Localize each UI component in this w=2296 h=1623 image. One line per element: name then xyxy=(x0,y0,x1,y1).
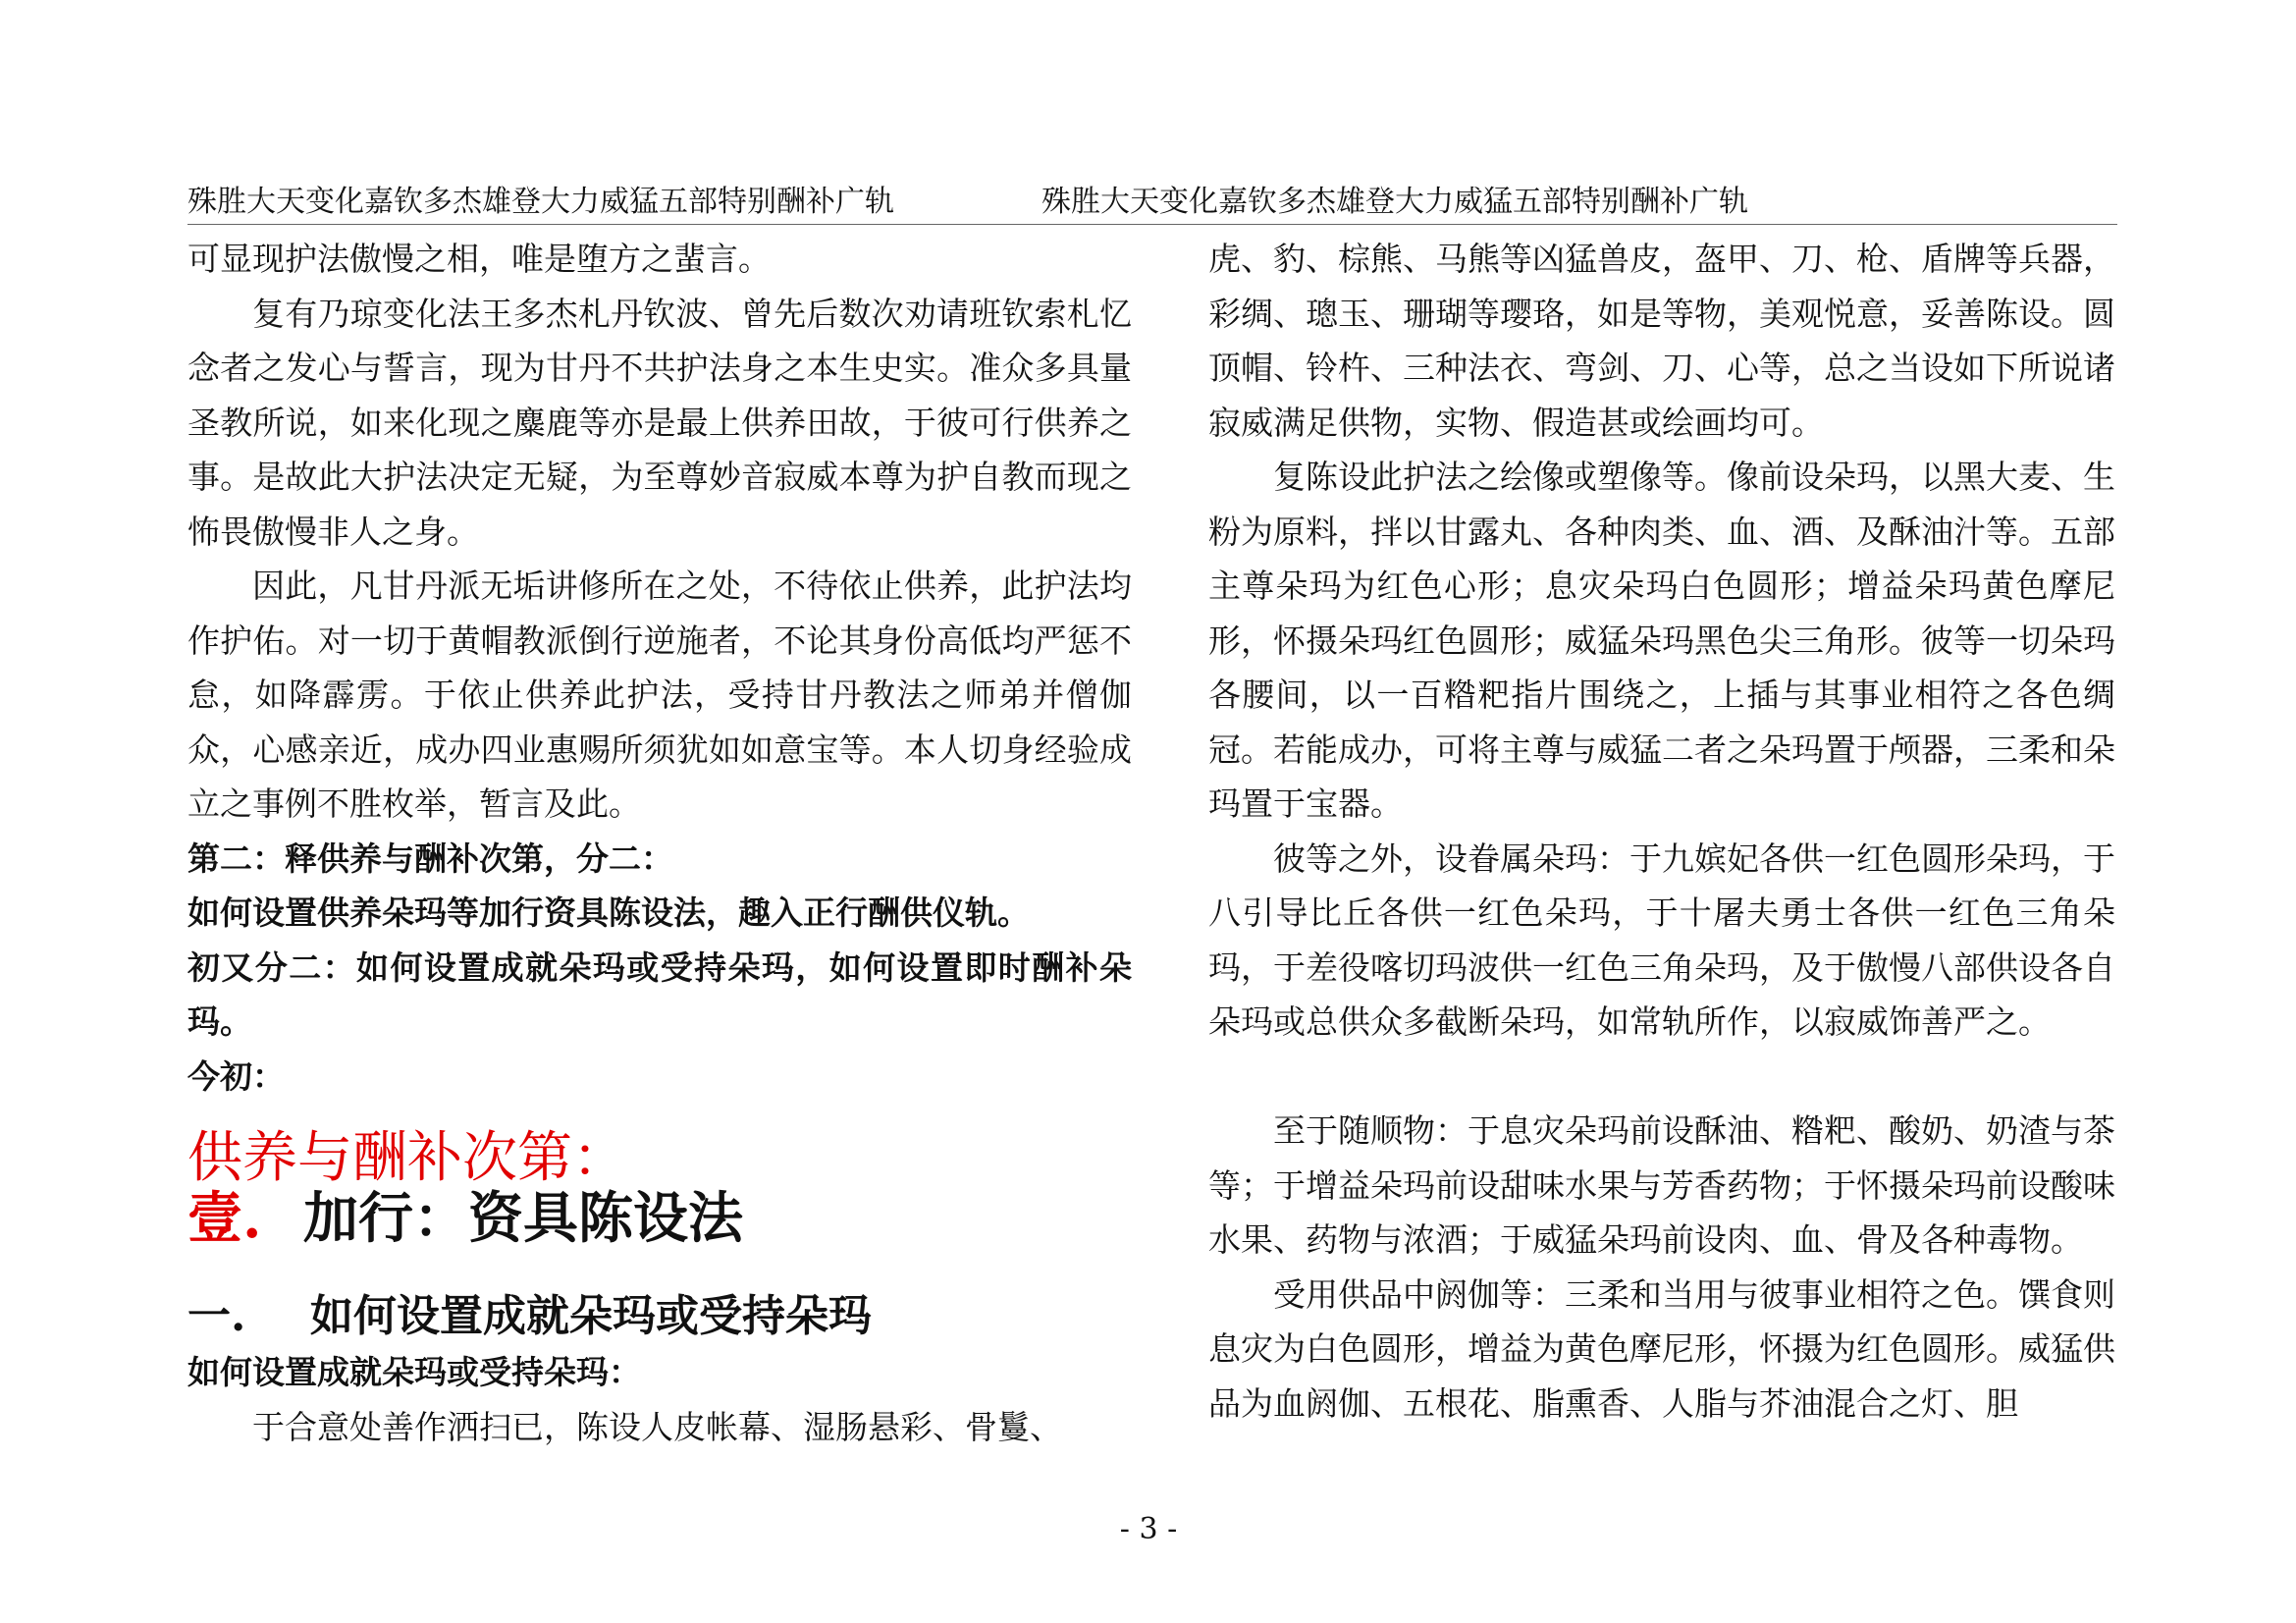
page-number: - 3 - xyxy=(1119,1512,1178,1546)
paragraph: 复有乃琼变化法王多杰札丹钦波、曾先后数次劝请班钦索札忆念者之发心与誓言，现为甘丹不共护法身之本生史实。准众多具量圣教所说，如来化现之麋鹿等亦是最上供养田故，于彼可行供养之事。是故此大护法决定无疑，为至尊妙音寂威本尊为护自教而现之怖畏傲慢非人之身。 xyxy=(187,294,1132,551)
paragraph: 可显现护法傲慢之相，唯是堕方之蜚言。 xyxy=(187,240,771,278)
bold-heading-line: 如何设置成就朵玛或受持朵玛： xyxy=(187,1353,641,1391)
section-number: 一. xyxy=(187,1291,246,1341)
paragraph: 于合意处善作洒扫已，陈设人皮帐幕、湿肠悬彩、骨鬘、 xyxy=(252,1407,1062,1446)
paragraph: 因此，凡甘丹派无垢讲修所在之处，不待依止供养，此护法均作护佑。对一切于黄帽教派倒行逆施者，不论其身份高低均严惩不怠，如降霹雳。于依止供养此护法，受持甘丹教法之师弟并僧伽众，心感亲近，成办四业惠赐所须犹如如意宝等。本人切身经验成立之事例不胜枚举，暂言及此。 xyxy=(187,567,1132,823)
red-title: 供养与酬补次第： xyxy=(187,1126,627,1190)
spacer xyxy=(187,1249,1132,1288)
running-header-right: 殊胜大天变化嘉钦多杰雄登大力威猛五部特别酬补广轨 xyxy=(1041,185,1748,219)
paragraph: 虎、豹、棕熊、马熊等凶猛兽皮，盔甲、刀、枪、盾牌等兵器，彩绸、璁玉、珊瑚等璎珞，如是等物，美观悦意，妥善陈设。圆顶帽、铃杵、三种法衣、弯剑、刀、心等，总之当设如下所说诸寂威满足供物，实物、假造甚或绘画均可。 xyxy=(1208,240,2115,442)
bold-heading-line: 第二：释供养与酬补次第，分二： xyxy=(187,839,673,878)
bold-heading-line: 今初： xyxy=(187,1056,285,1096)
paragraph: 至于随顺物：于息灾朵玛前设酥油、糌粑、酸奶、奶渣与茶等；于增益朵玛前设甜味水果与芳香药物；于怀摄朵玛前设酸味水果、药物与浓酒；于威猛朵玛前设肉、血、骨及各种毒物。 xyxy=(1208,1111,2115,1259)
left-column xyxy=(187,232,1132,1454)
paragraph: 受用供品中阏伽等：三柔和当用与彼事业相符之色。馔食则息灾为白色圆形，增益为黄色摩尼形，怀摄为红色圆形。威猛供品为血阏伽、五根花、脂熏香、人脂与芥油混合之灯、胆 xyxy=(1208,1274,2115,1423)
bold-heading-line: 初又分二：如何设置成就朵玛或受持朵玛，如何设置即时酬补朵玛。 xyxy=(187,947,1132,1041)
chapter-title: 加行：资具陈设法 xyxy=(303,1186,743,1251)
bold-heading-line: 如何设置供养朵玛等加行资具陈设法，趣入正行酬供仪轨。 xyxy=(187,893,1030,932)
chapter-number: 壹. xyxy=(187,1186,262,1251)
spacer xyxy=(1208,1050,2115,1105)
running-header-left: 殊胜大天变化嘉钦多杰雄登大力威猛五部特别酬补广轨 xyxy=(187,185,894,219)
right-column xyxy=(1208,232,2115,1431)
chapter-heading xyxy=(187,1188,1132,1249)
header-rule xyxy=(187,224,2117,225)
paragraph: 彼等之外，设眷属朵玛：于九嫔妃各供一红色圆形朵玛，于八引导比丘各供一红色朵玛，于十屠夫勇士各供一红色三角朵玛，于差役喀切玛波供一红色三角朵玛，及于傲慢八部供设各自朵玛或总供众多截断朵玛，如常轨所作，以寂威饰善严之。 xyxy=(1208,839,2115,1041)
section-title: 如何设置成就朵玛或受持朵玛 xyxy=(310,1291,872,1341)
section-heading xyxy=(187,1288,1132,1345)
paragraph: 复陈设此护法之绘像或塑像等。像前设朵玛，以黑大麦、生粉为原料，拌以甘露丸、各种肉类、血、酒、及酥油汁等。五部主尊朵玛为红色心形；息灾朵玛白色圆形；增益朵玛黄色摩尼形，怀摄朵玛红色圆形；威猛朵玛黑色尖三角形。彼等一切朵玛各腰间，以一百糌粑指片围绕之，上插与其事业相符之各色绸冠。若能成办，可将主尊与威猛二者之朵玛置于颅器，三柔和朵玛置于宝器。 xyxy=(1208,458,2115,823)
